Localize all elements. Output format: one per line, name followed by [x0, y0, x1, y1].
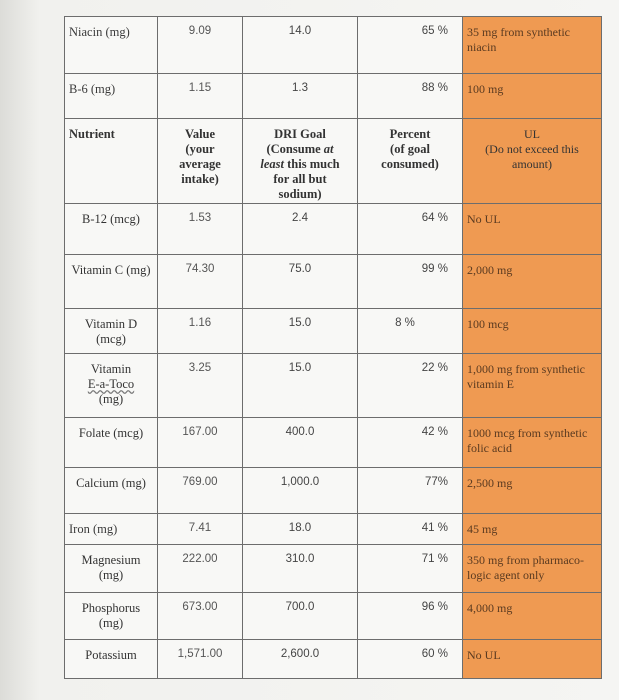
goal-cell: 2.4 [243, 204, 358, 255]
table-row [65, 17, 602, 74]
header-goal-least: least [260, 157, 285, 171]
table-row [65, 309, 602, 354]
percent-cell: 41 % [358, 514, 463, 545]
ul-cell: No UL [463, 640, 602, 679]
nutrient-cell: B-12 (mcg) [65, 204, 158, 255]
goal-cell: 700.0 [243, 593, 358, 640]
percent-cell: 64 % [358, 204, 463, 255]
header-goal-this-much: this much [287, 157, 340, 171]
nutrient-cell: Niacin (mg) [65, 17, 158, 74]
table-row [65, 593, 602, 640]
header-ul-line: (Do not exceed this [485, 142, 579, 156]
value-cell: 74.30 [158, 255, 243, 309]
table-row [65, 514, 602, 545]
goal-cell: 400.0 [243, 418, 358, 468]
percent-cell: 42 % [358, 418, 463, 468]
value-cell: 1.15 [158, 74, 243, 119]
ul-cell: 4,000 mg [463, 593, 602, 640]
value-cell: 222.00 [158, 545, 243, 593]
percent-cell: 99 % [358, 255, 463, 309]
value-cell: 1.16 [158, 309, 243, 354]
percent-cell: 88 % [358, 74, 463, 119]
header-percent-line: consumed) [381, 157, 439, 171]
ul-cell: 2,500 mg [463, 468, 602, 514]
header-ul-line: amount) [512, 157, 552, 171]
table-row [65, 545, 602, 593]
goal-cell: 15.0 [243, 309, 358, 354]
table-row [65, 418, 602, 468]
table-row [65, 74, 602, 119]
nutrient-cell [65, 354, 158, 418]
header-value [158, 119, 243, 204]
header-value-line: (your [185, 142, 215, 156]
value-cell: 167.00 [158, 418, 243, 468]
header-value-line: intake) [181, 172, 219, 186]
value-cell: 7.41 [158, 514, 243, 545]
header-value-line: average [179, 157, 221, 171]
table-row [65, 468, 602, 514]
ul-cell: 100 mg [463, 74, 602, 119]
header-goal-line [247, 142, 353, 157]
ul-cell: 2,000 mg [463, 255, 602, 309]
header-goal-line: sodium) [278, 187, 322, 201]
ul-cell: 45 mg [463, 514, 602, 545]
table-row [65, 255, 602, 309]
header-nutrient: Nutrient [65, 119, 158, 204]
goal-cell: 18.0 [243, 514, 358, 545]
header-goal-line [247, 157, 353, 172]
nutrient-cell: Vitamin C (mg) [65, 255, 158, 309]
header-goal-line: DRI Goal [274, 127, 326, 141]
goal-cell: 2,600.0 [243, 640, 358, 679]
table-row [65, 640, 602, 679]
nutrient-cell: Calcium (mg) [65, 468, 158, 514]
nutrient-line: E-a-Toco [87, 377, 135, 391]
value-cell: 1.53 [158, 204, 243, 255]
ul-cell: No UL [463, 204, 602, 255]
header-goal-at: at [323, 142, 334, 156]
ul-cell: 350 mg from pharmaco-logic agent only [463, 545, 602, 593]
table-row [65, 204, 602, 255]
header-ul-line: UL [524, 127, 540, 141]
value-cell: 1,571.00 [158, 640, 243, 679]
header-percent-line: (of goal [390, 142, 430, 156]
goal-cell: 310.0 [243, 545, 358, 593]
header-value-line: Value [184, 127, 216, 141]
goal-cell: 15.0 [243, 354, 358, 418]
value-cell: 3.25 [158, 354, 243, 418]
table-row [65, 354, 602, 418]
nutrient-cell: Magnesium (mg) [65, 545, 158, 593]
nutrient-cell: Vitamin D (mcg) [65, 309, 158, 354]
nutrient-cell: B-6 (mg) [65, 74, 158, 119]
header-goal-consume: (Consume [266, 142, 321, 156]
goal-cell: 1,000.0 [243, 468, 358, 514]
percent-cell: 96 % [358, 593, 463, 640]
percent-cell: 71 % [358, 545, 463, 593]
nutrient-line: Vitamin [90, 362, 132, 376]
value-cell: 769.00 [158, 468, 243, 514]
ul-cell: 35 mg from synthetic niacin [463, 17, 602, 74]
header-percent [358, 119, 463, 204]
value-cell: 9.09 [158, 17, 243, 74]
header-percent-line: Percent [389, 127, 431, 141]
header-goal [243, 119, 358, 204]
goal-cell: 1.3 [243, 74, 358, 119]
percent-cell: 65 % [358, 17, 463, 74]
percent-cell: 60 % [358, 640, 463, 679]
goal-cell: 75.0 [243, 255, 358, 309]
header-ul [463, 119, 602, 204]
nutrient-cell: Folate (mcg) [65, 418, 158, 468]
ul-cell: 1000 mcg from synthetic folic acid [463, 418, 602, 468]
nutrient-line: (mg) [98, 392, 124, 406]
nutrient-cell: Iron (mg) [65, 514, 158, 545]
percent-cell: 22 % [358, 354, 463, 418]
nutrient-table [64, 16, 602, 679]
percent-cell: 8 % [358, 309, 463, 354]
percent-cell: 77% [358, 468, 463, 514]
ul-cell: 100 mcg [463, 309, 602, 354]
header-goal-line: for all but [273, 172, 327, 186]
nutrient-cell: Phosphorus (mg) [65, 593, 158, 640]
header-row [65, 119, 602, 204]
goal-cell: 14.0 [243, 17, 358, 74]
value-cell: 673.00 [158, 593, 243, 640]
nutrient-cell: Potassium [65, 640, 158, 679]
ul-cell: 1,000 mg from synthetic vitamin E [463, 354, 602, 418]
